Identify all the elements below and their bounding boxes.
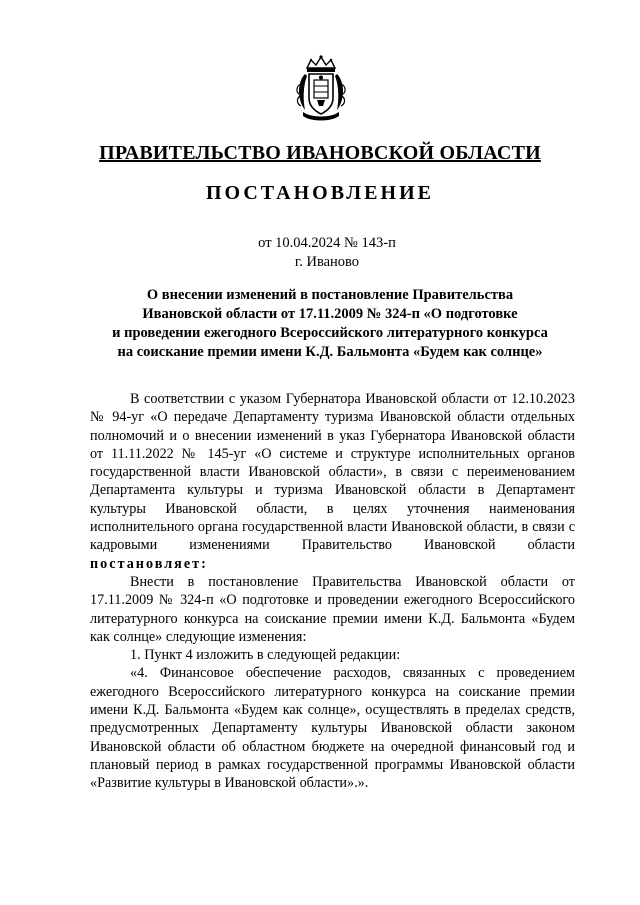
document-title-line: Ивановской области от 17.11.2009 № 324-п «О подготовке [142, 306, 518, 322]
document-title [80, 286, 580, 362]
ivanovo-coat-of-arms-icon [295, 54, 347, 122]
document-title-line: О внесении изменений в постановление Правительства [146, 287, 514, 303]
document-body [90, 390, 575, 793]
document-type: ПОСТАНОВЛЕНИЕ [206, 182, 434, 204]
document-place: г. Иваново [294, 254, 360, 270]
preamble-text: В соответствии с указом Губернатора Ивановской области от 12.10.2023 № 94-уг «О передаче Департаменту туризма Ивановской области отдельных полномочий и о внесении изменений в указ Губернатора Ивановской области от 11.11.2022 № 145-уг «О системе и структуре исполнительных органов государственной власти Ивановской области», в связи с переименованием Департамента культуры и туризма Ивановской области в Департамент культуры Ивановской области, в целях уточнения наименования исполнительного органа государственной власти Ивановской области, в связи с кадровыми изменениями Правительство Ивановской области [90, 391, 575, 554]
body-paragraph: Внести в постановление Правительства Ивановской области от 17.11.2009 № 324-п «О подготовке и проведении ежегодного Всероссийского литературного конкурса на соискание премии имени К.Д. Бальмонта «Будем как солнце» следующие изменения: [90, 573, 575, 645]
government-name: ПРАВИТЕЛЬСТВО ИВАНОВСКОЙ ОБЛАСТИ [99, 142, 541, 164]
body-paragraph: 1. Пункт 4 изложить в следующей редакции: [130, 647, 401, 664]
document-title-line: и проведении ежегодного Всероссийского литературного конкурса [112, 325, 548, 341]
preamble-paragraph [90, 390, 575, 573]
document-title-line: на соискание премии имени К.Д. Бальмонта «Будем как солнце» [117, 344, 543, 360]
document-date-number: от 10.04.2024 № 143-п [258, 235, 396, 251]
resolves-word: постановляет: [90, 555, 208, 572]
body-paragraph: «4. Финансовое обеспечение расходов, связанных с проведением ежегодного Всероссийского литературного конкурса на соискание премии имени К.Д. Бальмонта «Будем как солнце», осуществлять в пределах средств, предусмотренных Департаменту культуры Ивановской области законом Ивановской области об областном бюджете на очередной финансовый год и плановый период в рамках государственной программы Ивановской области «Развитие культуры в Ивановской области».». [90, 665, 575, 792]
